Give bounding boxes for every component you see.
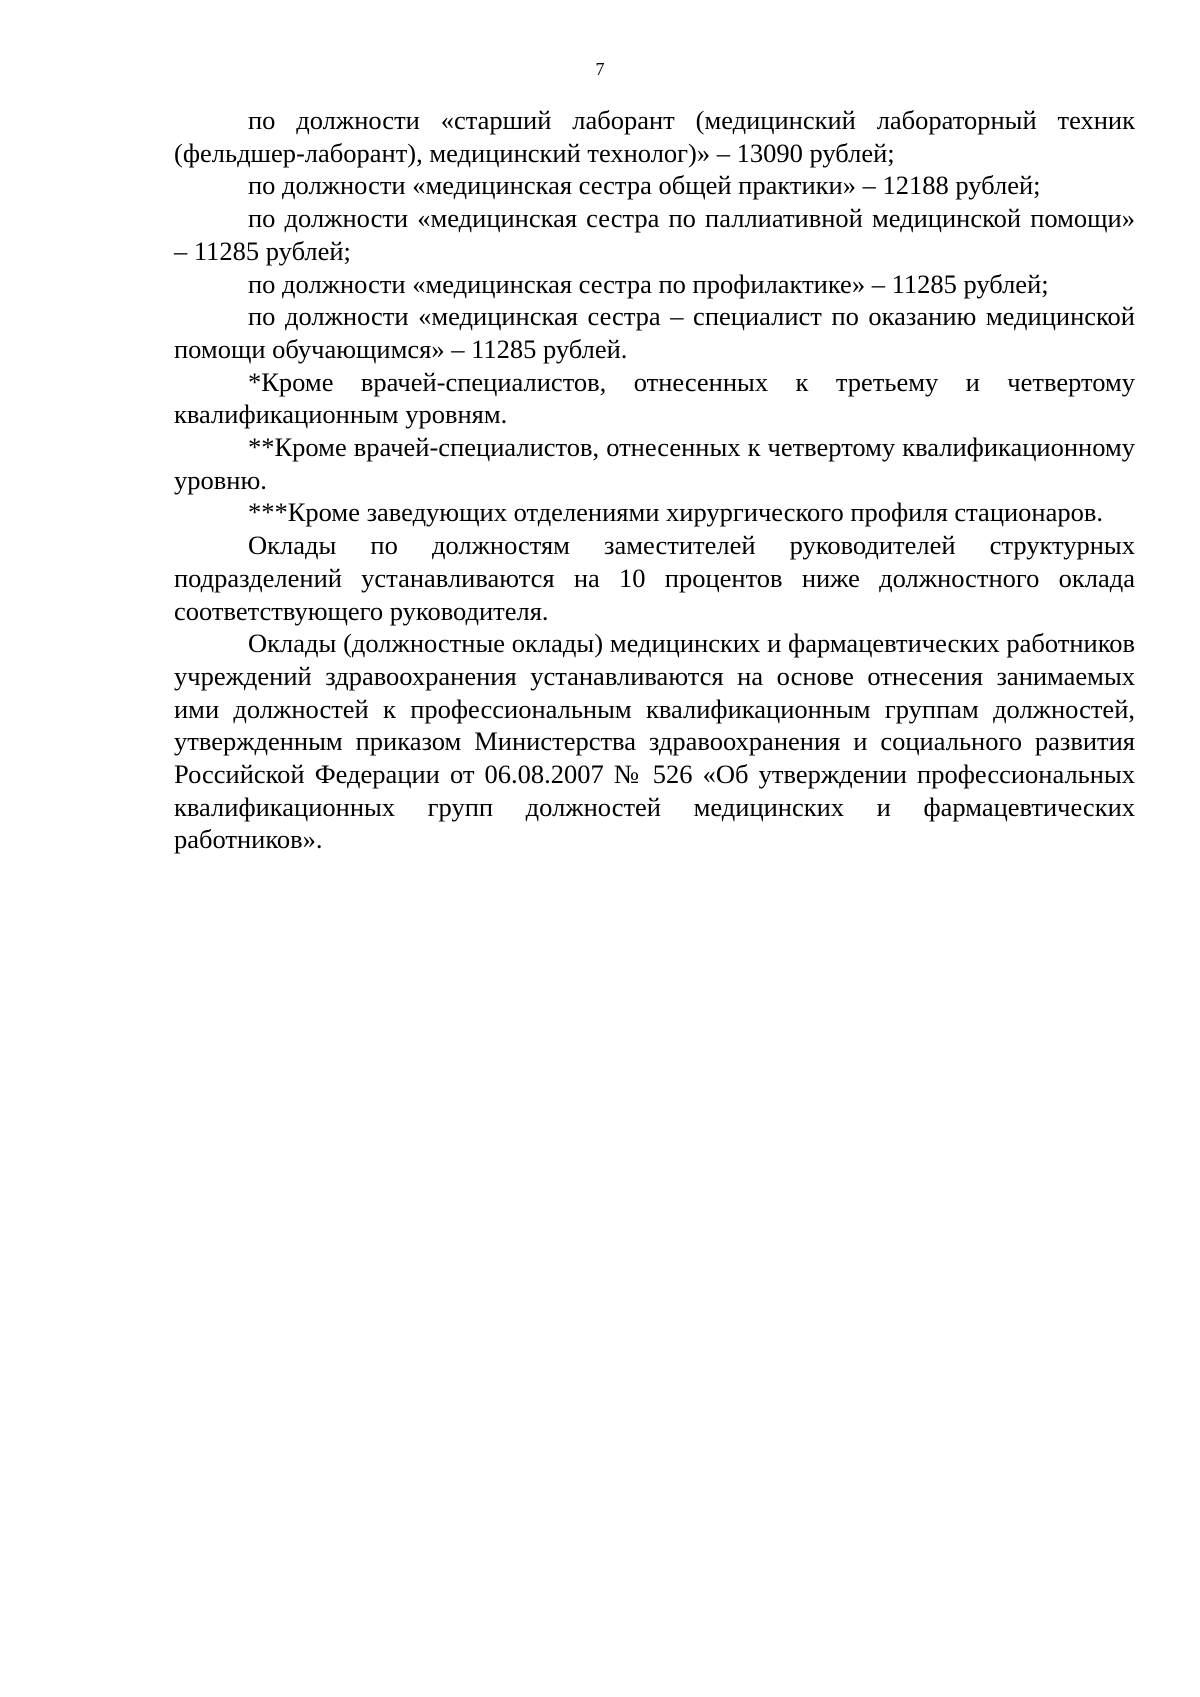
paragraph-prevention-nurse: по должности «медицинская сестра по профилактике» – 11285 рублей; bbox=[248, 268, 1049, 299]
paragraph-deputy-salaries: Оклады по должностям заместителей руководителей структурных подразделений устанавливаются на 10 процентов ниже должностного оклада соответствующего руководителя. bbox=[174, 530, 1135, 626]
paragraph-palliative-care-nurse: по должности «медицинская сестра по паллиативной медицинской помощи» – 11285 рублей; bbox=[174, 203, 1135, 266]
paragraph-student-care-nurse: по должности «медицинская сестра – специалист по оказанию медицинской помощи обучающимся» – 11285 рублей. bbox=[174, 301, 1135, 364]
paragraph-salary-basis: Оклады (должностные оклады) медицинских и фармацевтических работников учреждений здравоохранения устанавливаются на основе отнесения занимаемых ими должностей к профессиональным квалификационным группам должностей, утвержденным приказом Министерства здравоохранения и социального развития Российской Федерации от 06.08.2007 № 526 «Об утверждении профессиональных квалификационных групп должностей медицинских и фармацевтических работников». bbox=[174, 628, 1135, 855]
paragraph-senior-lab-assistant: по должности «старший лаборант (медицинский лабораторный техник (фельдшер-лаборант), медицинский технолог)» – 13090 рублей; bbox=[174, 105, 1135, 168]
footnote-single-asterisk: *Кроме врачей-специалистов, отнесенных к третьему и четвертому квалификационным уровням. bbox=[174, 366, 1135, 430]
page-number: 7 bbox=[595, 59, 605, 79]
paragraph-general-practice-nurse: по должности «медицинская сестра общей практики» – 12188 рублей; bbox=[248, 170, 1041, 201]
footnote-triple-asterisk: ***Кроме заведующих отделениями хирургического профиля стационаров. bbox=[248, 497, 1104, 528]
footnote-double-asterisk: **Кроме врачей-специалистов, отнесенных к четвертому квалификационному уровню. bbox=[174, 432, 1135, 495]
document-body bbox=[174, 104, 1135, 856]
